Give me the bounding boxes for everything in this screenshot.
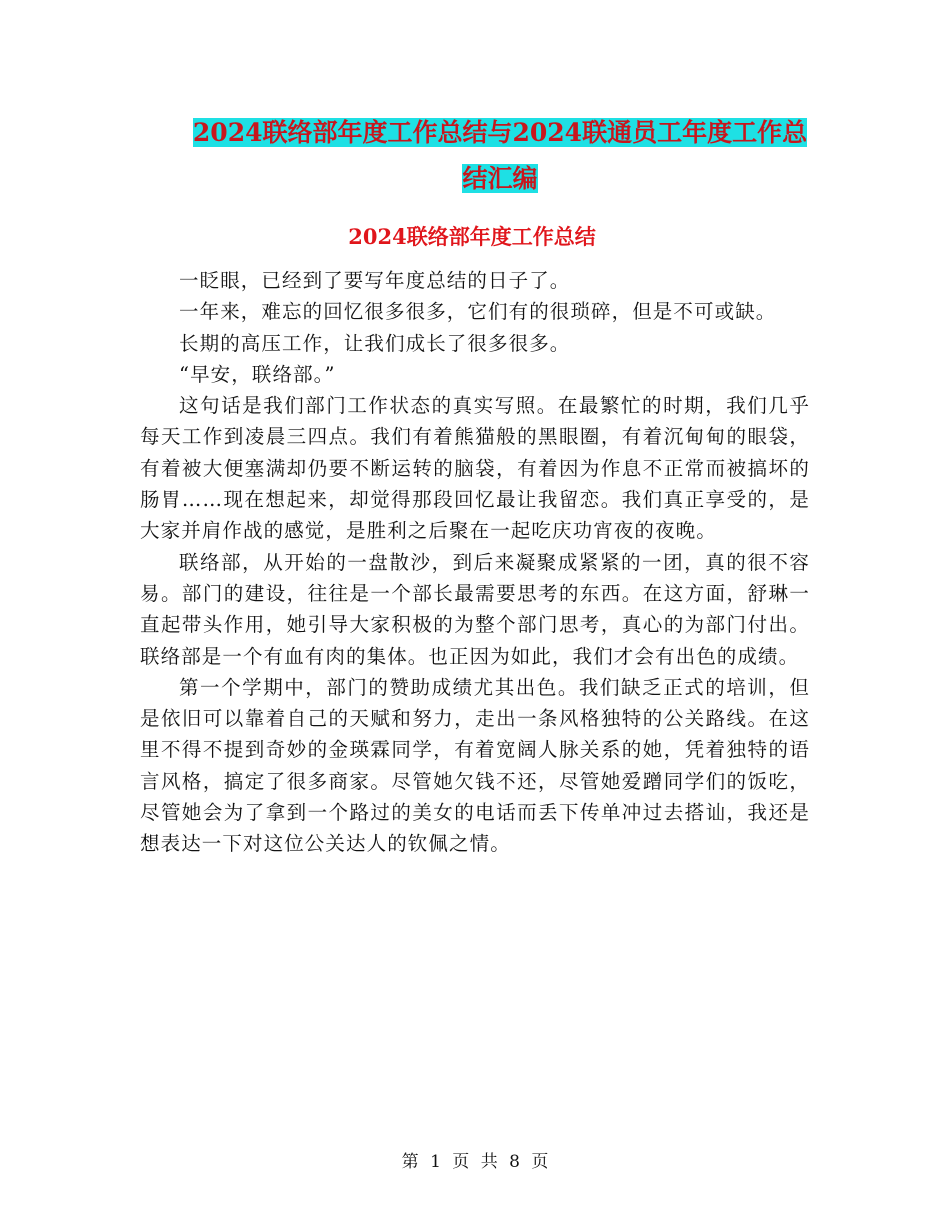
page-number-footer: 第 1 页 共 8 页 xyxy=(401,1152,549,1172)
document-title-line-1: 2024联络部年度工作总结与2024联通员工年度工作总 xyxy=(192,118,808,147)
paragraph: 一眨眼，已经到了要写年度总结的日子了。 xyxy=(179,269,571,292)
paragraph: 联络部，从开始的一盘散沙，到后来凝聚成紧紧的一团，真的很不容易。部门的建设，往往是一个部长最需要思考的东西。在这方面，舒琳一直起带头作用，她引导大家积极的为整个部门思考，真心的为部门付出。联络部是一个有血有肉的集体。也正因为如此，我们才会有出色的成绩。 xyxy=(140,550,810,668)
section-title: 2024联络部年度工作总结 xyxy=(348,224,596,249)
document-title-line-2: 结汇编 xyxy=(462,164,538,193)
document-body xyxy=(140,265,810,860)
paragraph: 一年来，难忘的回忆很多很多，它们有的很琐碎，但是不可或缺。 xyxy=(179,300,777,324)
paragraph: 长期的高压工作，让我们成长了很多很多。 xyxy=(179,331,571,355)
paragraph: “早安，联络部。” xyxy=(179,362,336,386)
paragraph: 第一个学期中，部门的赞助成绩尤其出色。我们缺乏正式的培训，但是依旧可以靠着自己的天赋和努力，走出一条风格独特的公关路线。在这里不得不提到奇妙的金瑛霖同学，有着宽阔人脉关系的她，凭着独特的语言风格，搞定了很多商家。尽管她欠钱不还，尽管她爱蹭同学们的饭吃，尽管她会为了拿到一个路过的美女的电话而丢下传单冲过去搭讪，我还是想表达一下对这位公关达人的钦佩之情。 xyxy=(140,675,810,856)
paragraph: 这句话是我们部门工作状态的真实写照。在最繁忙的时期，我们几乎每天工作到凌晨三四点。我们有着熊猫般的黑眼圈，有着沉甸甸的眼袋，有着被大便塞满却仍要不断运转的脑袋，有着因为作息不正常而被搞坏的肠胃……现在想起来，却觉得那段回忆最让我留恋。我们真正享受的，是大家并肩作战的感觉，是胜利之后聚在一起吃庆功宵夜的夜晚。 xyxy=(140,394,810,543)
document-title xyxy=(140,110,860,202)
